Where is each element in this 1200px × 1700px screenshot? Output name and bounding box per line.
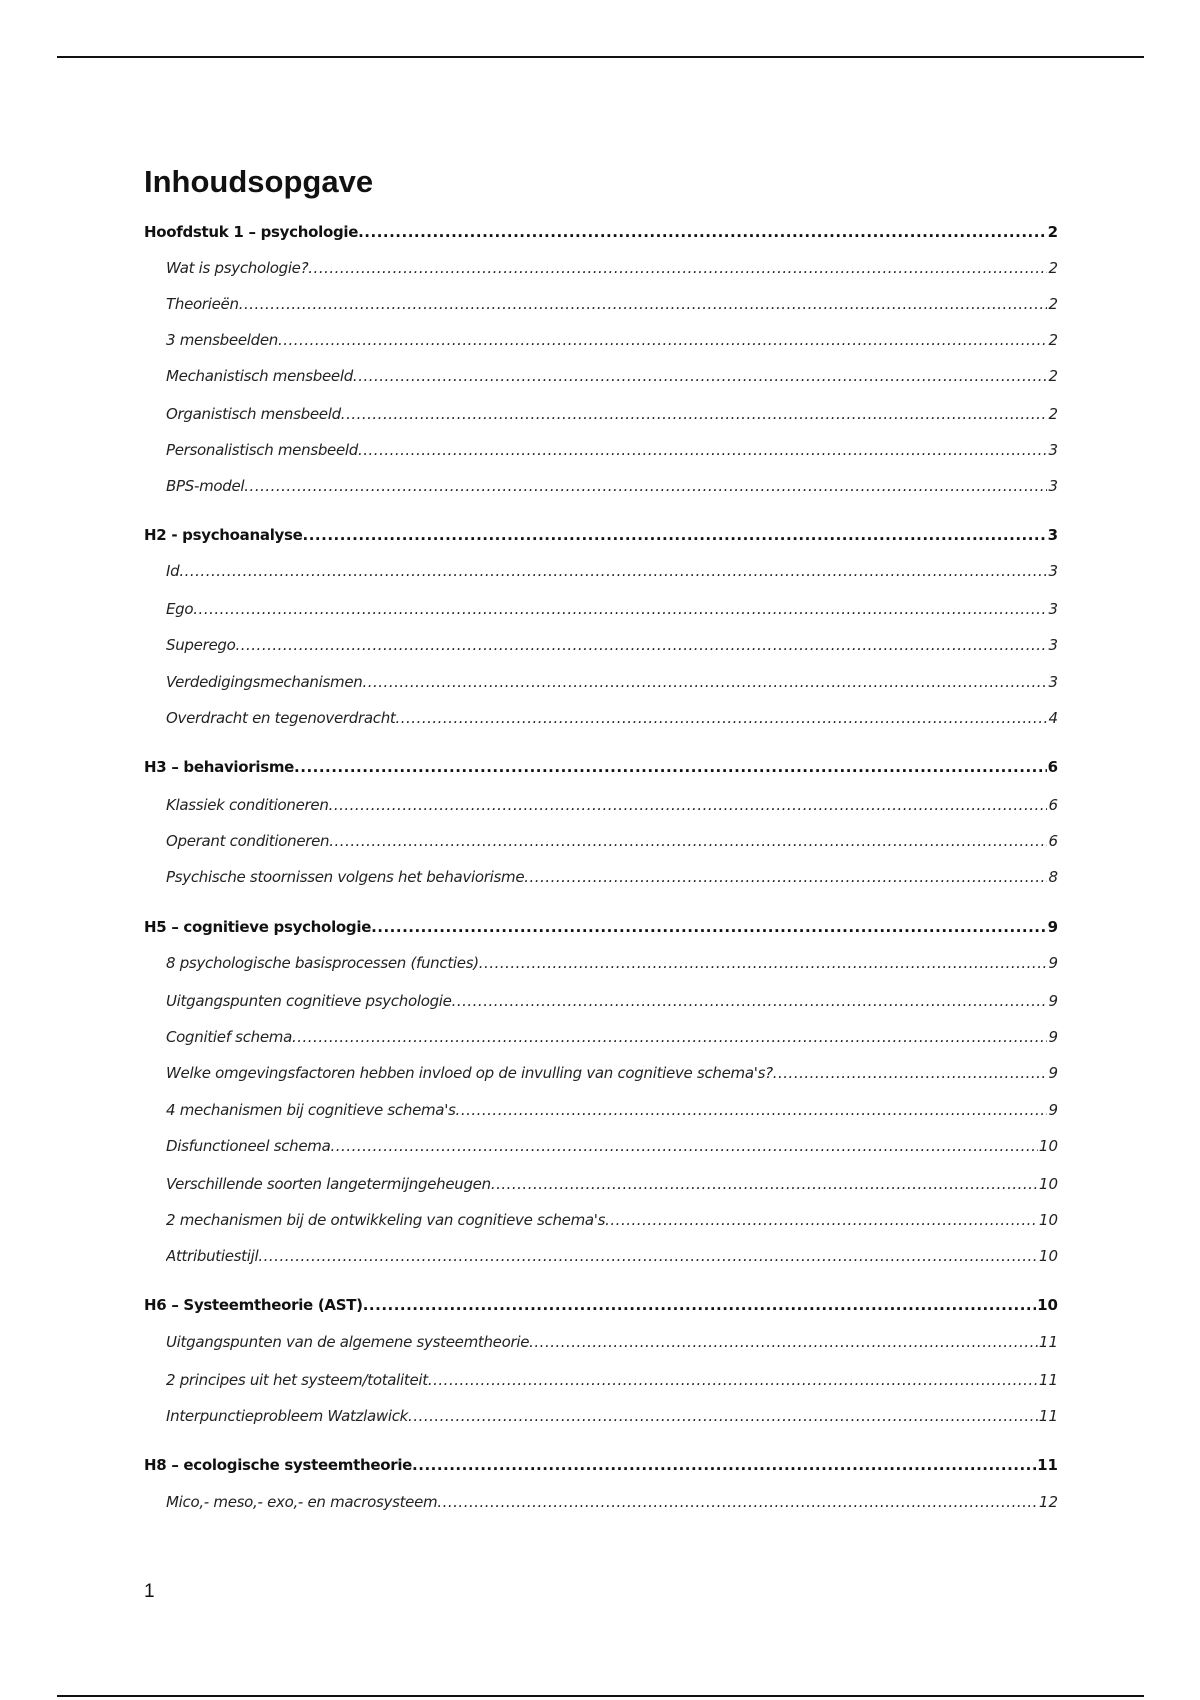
toc-entry-page: 9: [1048, 992, 1058, 1010]
toc-section-entry[interactable]: [166, 257, 1058, 279]
toc-section-entry[interactable]: [166, 365, 1058, 387]
toc-dot-leader: [456, 1099, 1048, 1121]
toc-entry-label: H3 – behaviorisme: [144, 758, 295, 776]
toc-entry-page: 6: [1048, 796, 1058, 814]
toc-entry-label: Verdedigingsmechanismen: [166, 673, 363, 691]
toc-entry-label: H5 – cognitieve psychologie: [144, 918, 372, 936]
toc-dot-leader: [341, 403, 1048, 425]
toc-entry-label: 3 mensbeelden: [166, 331, 278, 349]
toc-dot-leader: [491, 1173, 1038, 1195]
footer-rule: [57, 1695, 1144, 1697]
toc-entry-label: BPS-model: [166, 477, 245, 495]
toc-entry-page: 10: [1038, 1211, 1058, 1229]
page-number: 1: [144, 1581, 155, 1602]
toc-entry-page: 3: [1048, 673, 1058, 691]
toc-entry-label: Mechanistisch mensbeeld: [166, 367, 353, 385]
toc-entry-label: Disfunctioneel schema: [166, 1137, 331, 1155]
toc-entry-label: Mico,- meso,- exo,- en macrosysteem: [166, 1493, 438, 1511]
toc-dot-leader: [294, 756, 1047, 778]
toc-dot-leader: [244, 475, 1047, 497]
toc-entry-label: Id: [166, 562, 180, 580]
toc-entry-page: 9: [1048, 1064, 1058, 1082]
toc-entry-label: Welke omgevingsfactoren hebben invloed op de invulling van cognitieve schema's?: [166, 1064, 773, 1082]
toc-entry-label: 2 mechanismen bij de ontwikkeling van cognitieve schema's: [166, 1211, 606, 1229]
toc-entry-page: 2: [1048, 295, 1058, 313]
toc-entry-page: 9: [1047, 918, 1058, 936]
toc-entry-label: Cognitief schema: [166, 1028, 292, 1046]
toc-entry-page: 11: [1038, 1333, 1058, 1351]
toc-entry-label: Wat is psychologie?: [166, 259, 309, 277]
toc-section-entry[interactable]: [166, 560, 1058, 582]
toc-entry-label: H2 - psychoanalyse: [144, 526, 303, 544]
toc-entry-label: Uitgangspunten cognitieve psychologie: [166, 992, 452, 1010]
toc-entry-label: H6 – Systeemtheorie (AST): [144, 1296, 363, 1314]
toc-entry-page: 11: [1038, 1407, 1058, 1425]
toc-dot-leader: [605, 1209, 1038, 1231]
toc-section-entry[interactable]: [166, 634, 1058, 656]
toc-section-entry[interactable]: [166, 952, 1058, 974]
toc-entry-page: 11: [1037, 1456, 1058, 1474]
toc-section-entry[interactable]: [166, 439, 1058, 461]
toc-dot-leader: [396, 707, 1048, 729]
toc-entry-label: Interpunctieprobleem Watzlawick: [166, 1407, 409, 1425]
toc-entry-page: 3: [1048, 441, 1058, 459]
toc-entry-page: 10: [1038, 1137, 1058, 1155]
toc-entry-label: 4 mechanismen bij cognitieve schema's: [166, 1101, 456, 1119]
toc-chapter-entry[interactable]: [144, 221, 1058, 243]
toc-section-entry[interactable]: [166, 1209, 1058, 1231]
toc-entry-page: 2: [1048, 259, 1058, 277]
toc-chapter-entry[interactable]: [144, 1454, 1058, 1476]
toc-section-entry[interactable]: [166, 1173, 1058, 1195]
toc-entry-label: Operant conditioneren: [166, 832, 330, 850]
toc-section-entry[interactable]: [166, 475, 1058, 497]
toc-entry-label: Personalistisch mensbeeld: [166, 441, 358, 459]
toc-section-entry[interactable]: [166, 1405, 1058, 1427]
toc-dot-leader: [358, 221, 1046, 243]
toc-section-entry[interactable]: [166, 1369, 1058, 1391]
toc-section-entry[interactable]: [166, 1099, 1058, 1121]
toc-chapter-entry[interactable]: [144, 524, 1058, 546]
toc-entry-label: Ego: [166, 600, 194, 618]
toc-dot-leader: [371, 916, 1046, 938]
toc-dot-leader: [428, 1369, 1038, 1391]
toc-entry-page: 2: [1047, 223, 1058, 241]
toc-dot-leader: [239, 293, 1048, 315]
toc-dot-leader: [524, 866, 1047, 888]
toc-entry-label: Attributiestijl: [166, 1247, 259, 1265]
toc-section-entry[interactable]: [166, 707, 1058, 729]
toc-chapter-entry[interactable]: [144, 916, 1058, 938]
toc-chapter-entry[interactable]: [144, 1294, 1058, 1316]
toc-entry-label: Hoofdstuk 1 – psychologie: [144, 223, 359, 241]
toc-dot-leader: [408, 1405, 1038, 1427]
toc-dot-leader: [773, 1062, 1048, 1084]
toc-dot-leader: [452, 990, 1048, 1012]
toc-entry-page: 6: [1047, 758, 1058, 776]
toc-dot-leader: [358, 439, 1047, 461]
toc-dot-leader: [363, 1294, 1036, 1316]
toc-section-entry[interactable]: [166, 1135, 1058, 1157]
toc-section-entry[interactable]: [166, 671, 1058, 693]
toc-section-entry[interactable]: [166, 1062, 1058, 1084]
toc-dot-leader: [193, 598, 1047, 620]
toc-entry-label: 2 principes uit het systeem/totaliteit: [166, 1371, 428, 1389]
toc-section-entry[interactable]: [166, 1331, 1058, 1353]
toc-entry-label: Psychische stoornissen volgens het behaviorisme: [166, 868, 525, 886]
toc-dot-leader: [331, 1135, 1038, 1157]
toc-entry-page: 3: [1048, 477, 1058, 495]
toc-entry-page: 6: [1048, 832, 1058, 850]
toc-dot-leader: [303, 524, 1047, 546]
toc-section-entry[interactable]: [166, 293, 1058, 315]
toc-dot-leader: [292, 1026, 1047, 1048]
toc-entry-page: 3: [1047, 526, 1058, 544]
toc-entry-page: 2: [1048, 367, 1058, 385]
toc-dot-leader: [179, 560, 1047, 582]
toc-entry-page: 11: [1038, 1371, 1058, 1389]
toc-entry-label: 8 psychologische basisprocessen (functies): [166, 954, 479, 972]
toc-dot-leader: [529, 1331, 1038, 1353]
toc-entry-page: 9: [1048, 954, 1058, 972]
toc-entry-label: Klassiek conditioneren: [166, 796, 329, 814]
toc-dot-leader: [479, 952, 1048, 974]
toc-dot-leader: [353, 365, 1048, 387]
toc-section-entry[interactable]: [166, 403, 1058, 425]
toc-section-entry[interactable]: [166, 866, 1058, 888]
toc-dot-leader: [258, 1245, 1038, 1267]
toc-entry-label: Superego: [166, 636, 236, 654]
toc-entry-page: 10: [1038, 1175, 1058, 1193]
toc-dot-leader: [412, 1454, 1036, 1476]
toc-section-entry[interactable]: [166, 830, 1058, 852]
toc-entry-page: 3: [1048, 600, 1058, 618]
toc-entry-label: Verschillende soorten langetermijngeheugen: [166, 1175, 491, 1193]
page-title: Inhoudsopgave: [144, 164, 374, 199]
toc-entry-page: 10: [1038, 1247, 1058, 1265]
toc-entry-page: 3: [1048, 562, 1058, 580]
toc-section-entry[interactable]: [166, 990, 1058, 1012]
toc-entry-label: Uitgangspunten van de algemene systeemtheorie: [166, 1333, 530, 1351]
toc-dot-leader: [329, 794, 1048, 816]
toc-dot-leader: [235, 634, 1047, 656]
toc-entry-page: 12: [1038, 1493, 1058, 1511]
toc-section-entry[interactable]: [166, 794, 1058, 816]
toc-entry-page: 9: [1048, 1101, 1058, 1119]
toc-section-entry[interactable]: [166, 329, 1058, 351]
toc-entry-page: 2: [1048, 405, 1058, 423]
toc-dot-leader: [437, 1491, 1038, 1513]
toc-entry-page: 8: [1048, 868, 1058, 886]
toc-entry-page: 2: [1048, 331, 1058, 349]
toc-entry-label: Organistisch mensbeeld: [166, 405, 341, 423]
toc-dot-leader: [362, 671, 1047, 693]
toc-entry-page: 3: [1048, 636, 1058, 654]
toc-entry-page: 10: [1037, 1296, 1058, 1314]
toc-entry-label: Overdracht en tegenoverdracht: [166, 709, 396, 727]
toc-section-entry[interactable]: [166, 598, 1058, 620]
toc-section-entry[interactable]: [166, 1491, 1058, 1513]
toc-dot-leader: [329, 830, 1047, 852]
toc-entry-label: Theorieën: [166, 295, 239, 313]
toc-dot-leader: [278, 329, 1047, 351]
header-rule: [57, 56, 1144, 58]
toc-entry-page: 9: [1048, 1028, 1058, 1046]
toc-section-entry[interactable]: [166, 1245, 1058, 1267]
toc-dot-leader: [308, 257, 1047, 279]
toc-section-entry[interactable]: [166, 1026, 1058, 1048]
toc-entry-label: H8 – ecologische systeemtheorie: [144, 1456, 413, 1474]
toc-entry-page: 4: [1048, 709, 1058, 727]
toc-chapter-entry[interactable]: [144, 756, 1058, 778]
